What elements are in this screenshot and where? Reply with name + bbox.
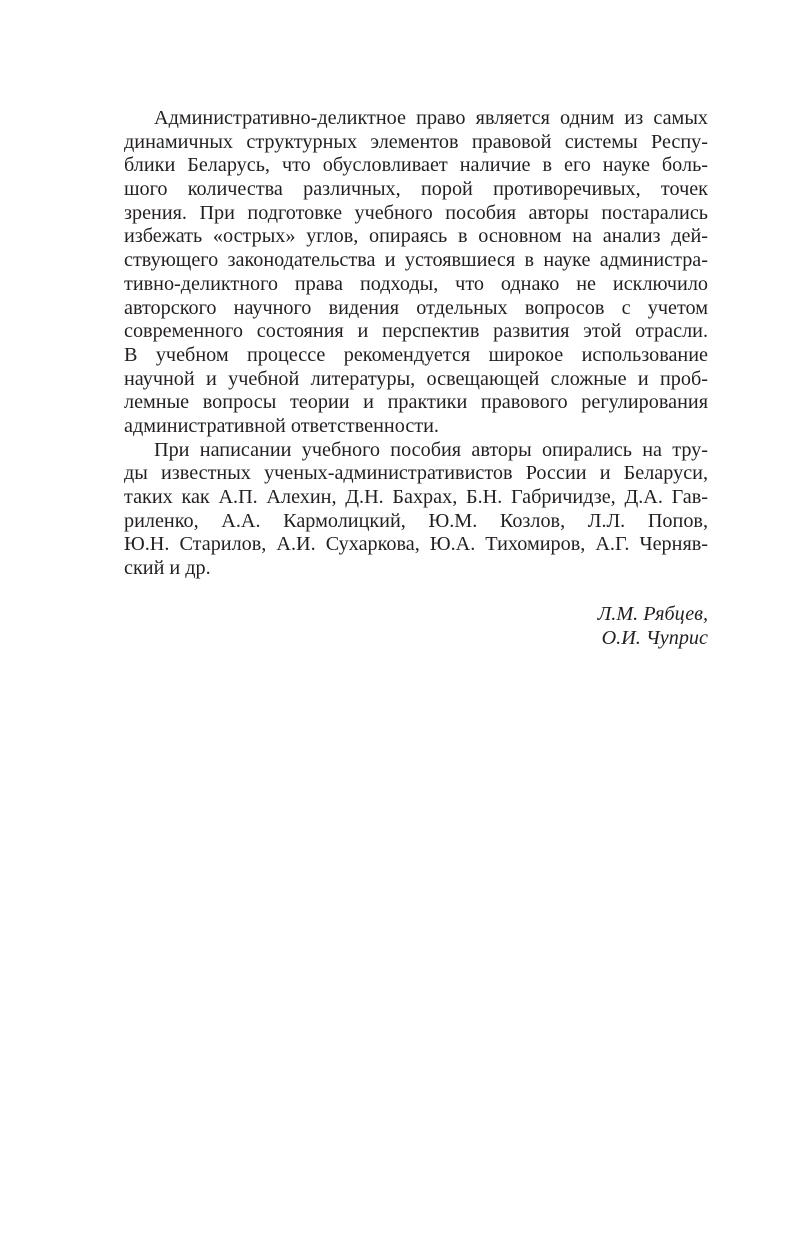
text-line: авторского научного видения отдельных вопросов с учетом bbox=[124, 296, 708, 319]
author-name: О.И. Чуприс bbox=[601, 627, 708, 649]
text-line: научной и учебной литературы, освещающей сложные и проб- bbox=[124, 367, 708, 390]
paragraph-1 bbox=[124, 107, 708, 439]
text-line: риленко, А.А. Кармолицкий, Ю.М. Козлов, Л.Л. Попов, bbox=[124, 509, 708, 532]
text-line: избежать «острых» углов, опираясь в основном на анализ дей- bbox=[124, 225, 708, 248]
text-line: При написании учебного пособия авторы опирались на тру- bbox=[154, 438, 708, 461]
text-line: зрения. При подготовке учебного пособия авторы постарались bbox=[124, 201, 708, 224]
authors-signature bbox=[598, 602, 708, 650]
text-line: ствующего законодательства и устоявшиеся в науке администра- bbox=[124, 249, 708, 272]
text-line: В учебном процессе рекомендуется широкое использование bbox=[124, 343, 708, 366]
author-name: Л.М. Рябцев, bbox=[597, 603, 708, 625]
paragraph-2 bbox=[124, 439, 708, 581]
text-line: динамичных структурных элементов правовой системы Респу- bbox=[124, 130, 708, 153]
text-line: лемные вопросы теории и практики правового регулирования bbox=[124, 391, 708, 414]
text-line: таких как А.П. Алехин, Д.Н. Бахрах, Б.Н. Габричидзе, Д.А. Гав- bbox=[124, 486, 708, 508]
text-line: тивно-деликтного права подходы, что однако не исключило bbox=[124, 272, 708, 295]
text-line: Ю.Н. Старилов, А.И. Сухаркова, Ю.А. Тихомиров, А.Г. Черняв- bbox=[124, 533, 708, 556]
body-text bbox=[124, 107, 708, 581]
text-line: административной ответственности. bbox=[124, 414, 439, 437]
text-line: ды известных ученых-административистов России и Беларуси, bbox=[124, 462, 708, 485]
text-line: Административно-деликтное право является одним из самых bbox=[154, 107, 708, 129]
text-line: ский и др. bbox=[124, 557, 211, 580]
text-line: блики Беларусь, что обусловливает наличие в его науке боль- bbox=[124, 154, 708, 177]
text-line: современного состояния и перспектив развития этой отрасли. bbox=[124, 320, 708, 343]
text-line: шого количества различных, порой противоречивых, точек bbox=[124, 178, 708, 201]
